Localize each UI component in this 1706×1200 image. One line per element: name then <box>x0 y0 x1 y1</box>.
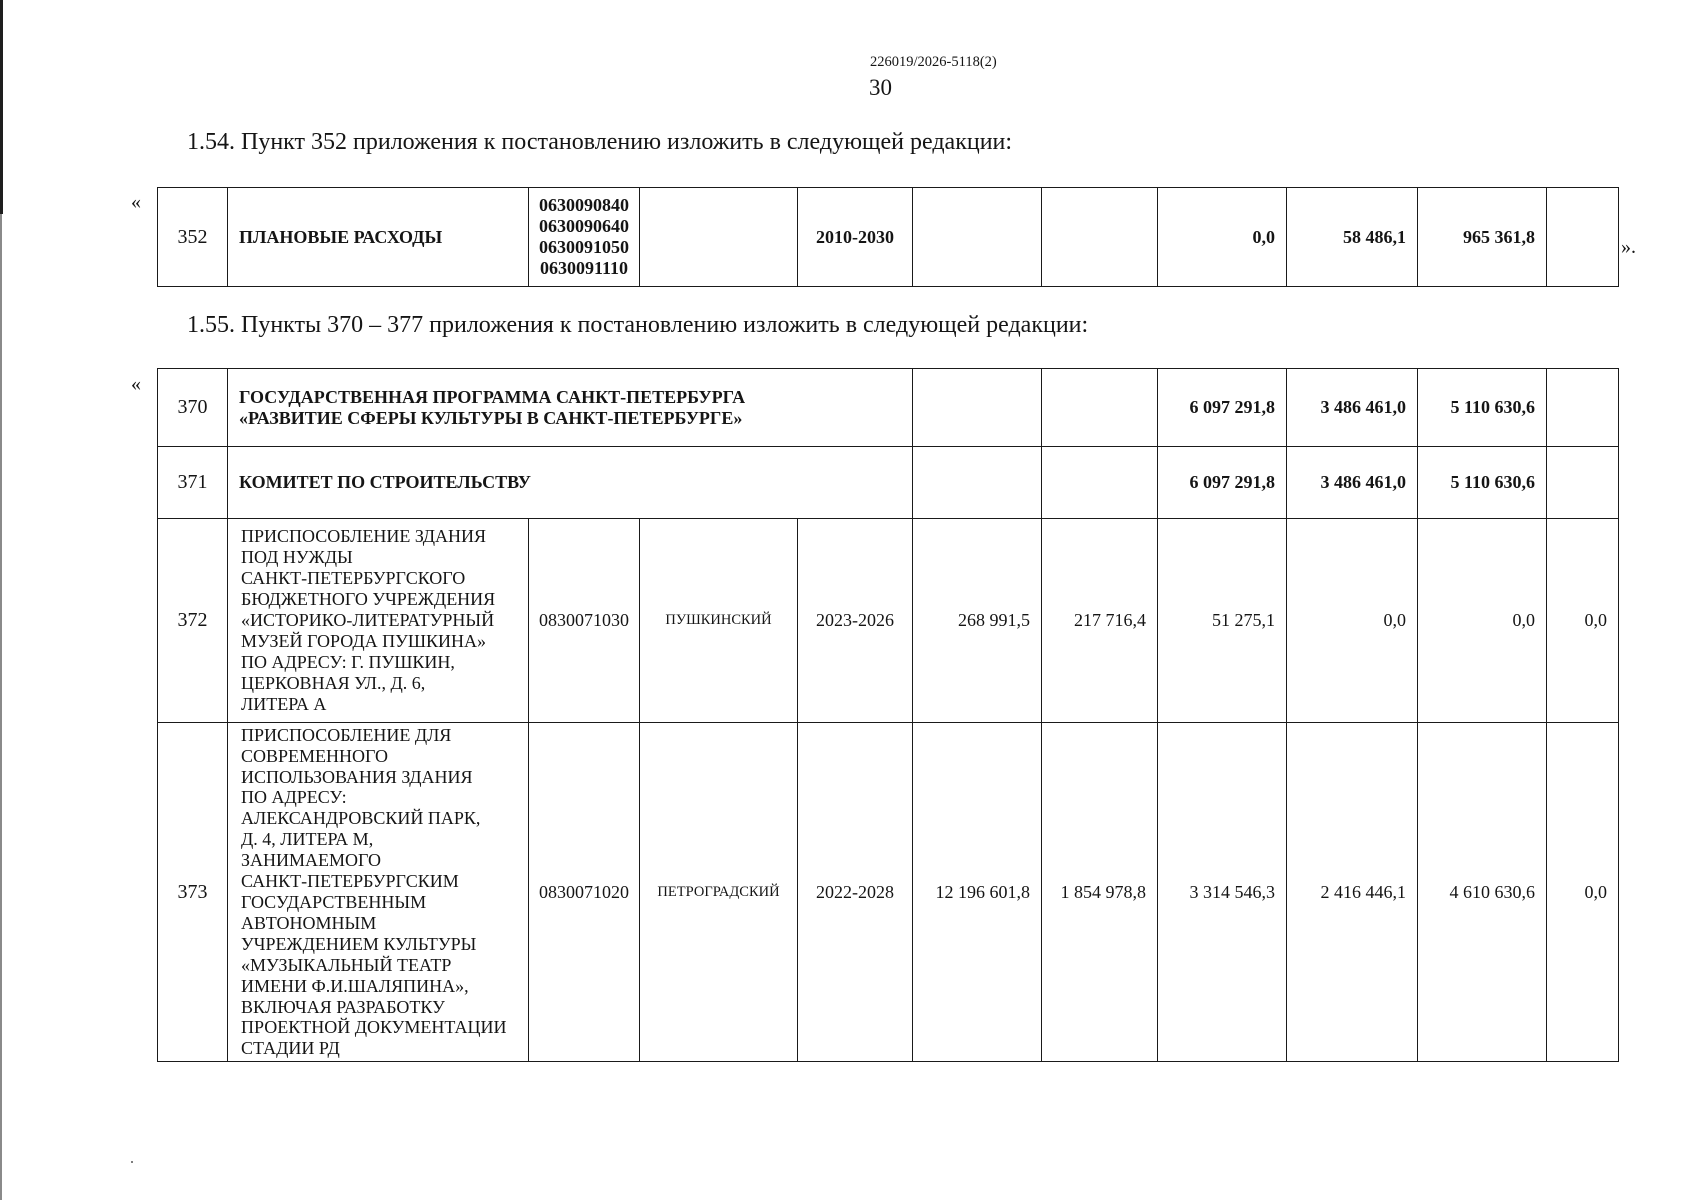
closing-quote: ». <box>1621 236 1636 258</box>
item-name: ПРИСПОСОБЛЕНИЕ ДЛЯ СОВРЕМЕННОГО ИСПОЛЬЗОВАНИЯ ЗДАНИЯ ПО АДРЕСУ: АЛЕКСАНДРОВСКИЙ ПАРК, Д. 4, ЛИТЕРА М, ЗАНИМАЕМОГО САНКТ-ПЕТЕРБУРГСКИМ ГОСУДАРСТВЕННЫМ АВТОНОМНЫМ УЧРЕЖДЕНИЕМ КУЛЬТУРЫ «МУЗЫКАЛЬНЫЙ ТЕАТР ИМЕНИ Ф.И.ШАЛЯПИНА», ВКЛЮЧАЯ РАЗРАБОТКУ ПРОЕКТНОЙ ДОКУМЕНТАЦИИ СТАДИИ РД <box>228 723 529 1062</box>
budget-codes: 0630090840 0630090640 0630091050 0630091110 <box>529 188 640 287</box>
amount-cell: 3 486 461,0 <box>1287 447 1418 519</box>
committee-name: КОМИТЕТ ПО СТРОИТЕЛЬСТВУ <box>228 447 913 519</box>
amount-cell: 217 716,4 <box>1042 519 1158 723</box>
amount-cell: 51 275,1 <box>1158 519 1287 723</box>
budget-code: 0830071020 <box>529 723 640 1062</box>
empty-cell <box>913 369 1042 447</box>
amount-cell: 5 110 630,6 <box>1418 447 1547 519</box>
table-row <box>158 447 1619 519</box>
empty-cell <box>1042 369 1158 447</box>
row-number: 371 <box>158 447 228 519</box>
table-item-352 <box>157 187 1619 287</box>
table-row <box>158 369 1619 447</box>
empty-cell <box>1547 188 1619 287</box>
amount-cell: 268 991,5 <box>913 519 1042 723</box>
amount-cell: 0,0 <box>1547 723 1619 1062</box>
district: ПЕТРОГРАДСКИЙ <box>640 723 798 1062</box>
amount-cell: 0,0 <box>1287 519 1418 723</box>
scan-speck <box>131 1161 133 1163</box>
opening-quote: « <box>131 373 141 395</box>
page-number: 30 <box>869 75 892 100</box>
empty-cell <box>640 188 798 287</box>
opening-quote: « <box>131 191 141 213</box>
empty-cell <box>913 188 1042 287</box>
scan-edge-left <box>0 0 3 214</box>
amount-cell: 2 416 446,1 <box>1287 723 1418 1062</box>
empty-cell <box>913 447 1042 519</box>
amount-cell: 0,0 <box>1418 519 1547 723</box>
amount-cell: 4 610 630,6 <box>1418 723 1547 1062</box>
table-row <box>158 723 1619 1062</box>
scan-edge-left-faint <box>0 214 2 1200</box>
row-number: 352 <box>158 188 228 287</box>
period: 2010-2030 <box>798 188 913 287</box>
budget-code: 0830071030 <box>529 519 640 723</box>
table-row <box>158 519 1619 723</box>
item-name: ПРИСПОСОБЛЕНИЕ ЗДАНИЯ ПОД НУЖДЫ САНКТ-ПЕТЕРБУРГСКОГО БЮДЖЕТНОГО УЧРЕЖДЕНИЯ «ИСТОРИКО-ЛИТЕРАТУРНЫЙ МУЗЕЙ ГОРОДА ПУШКИНА» ПО АДРЕСУ: Г. ПУШКИН, ЦЕРКОВНАЯ УЛ., Д. 6, ЛИТЕРА А <box>228 519 529 723</box>
empty-cell <box>1042 188 1158 287</box>
district: ПУШКИНСКИЙ <box>640 519 798 723</box>
document-id: 226019/2026-5118(2) <box>870 54 997 70</box>
amount-cell: 58 486,1 <box>1287 188 1418 287</box>
amount-cell: 0,0 <box>1547 519 1619 723</box>
item-name: ПЛАНОВЫЕ РАСХОДЫ <box>228 188 529 287</box>
row-number: 372 <box>158 519 228 723</box>
row-number: 373 <box>158 723 228 1062</box>
amount-cell: 12 196 601,8 <box>913 723 1042 1062</box>
amount-cell: 6 097 291,8 <box>1158 447 1287 519</box>
amount-cell: 0,0 <box>1158 188 1287 287</box>
empty-cell <box>1547 369 1619 447</box>
amount-cell: 5 110 630,6 <box>1418 369 1547 447</box>
amount-cell: 3 486 461,0 <box>1287 369 1418 447</box>
section-heading-1-55: 1.55. Пункты 370 – 377 приложения к постановлению изложить в следующей редакции: <box>187 312 1089 338</box>
program-name: ГОСУДАРСТВЕННАЯ ПРОГРАММА САНКТ-ПЕТЕРБУРГА «РАЗВИТИЕ СФЕРЫ КУЛЬТУРЫ В САНКТ-ПЕТЕРБУРГЕ» <box>228 369 913 447</box>
period: 2022-2028 <box>798 723 913 1062</box>
period: 2023-2026 <box>798 519 913 723</box>
row-number: 370 <box>158 369 228 447</box>
amount-cell: 1 854 978,8 <box>1042 723 1158 1062</box>
amount-cell: 3 314 546,3 <box>1158 723 1287 1062</box>
section-heading-1-54: 1.54. Пункт 352 приложения к постановлению изложить в следующей редакции: <box>187 129 1013 155</box>
table-row <box>158 188 1619 287</box>
table-items-370-377 <box>157 368 1619 1062</box>
empty-cell <box>1042 447 1158 519</box>
empty-cell <box>1547 447 1619 519</box>
amount-cell: 6 097 291,8 <box>1158 369 1287 447</box>
amount-cell: 965 361,8 <box>1418 188 1547 287</box>
